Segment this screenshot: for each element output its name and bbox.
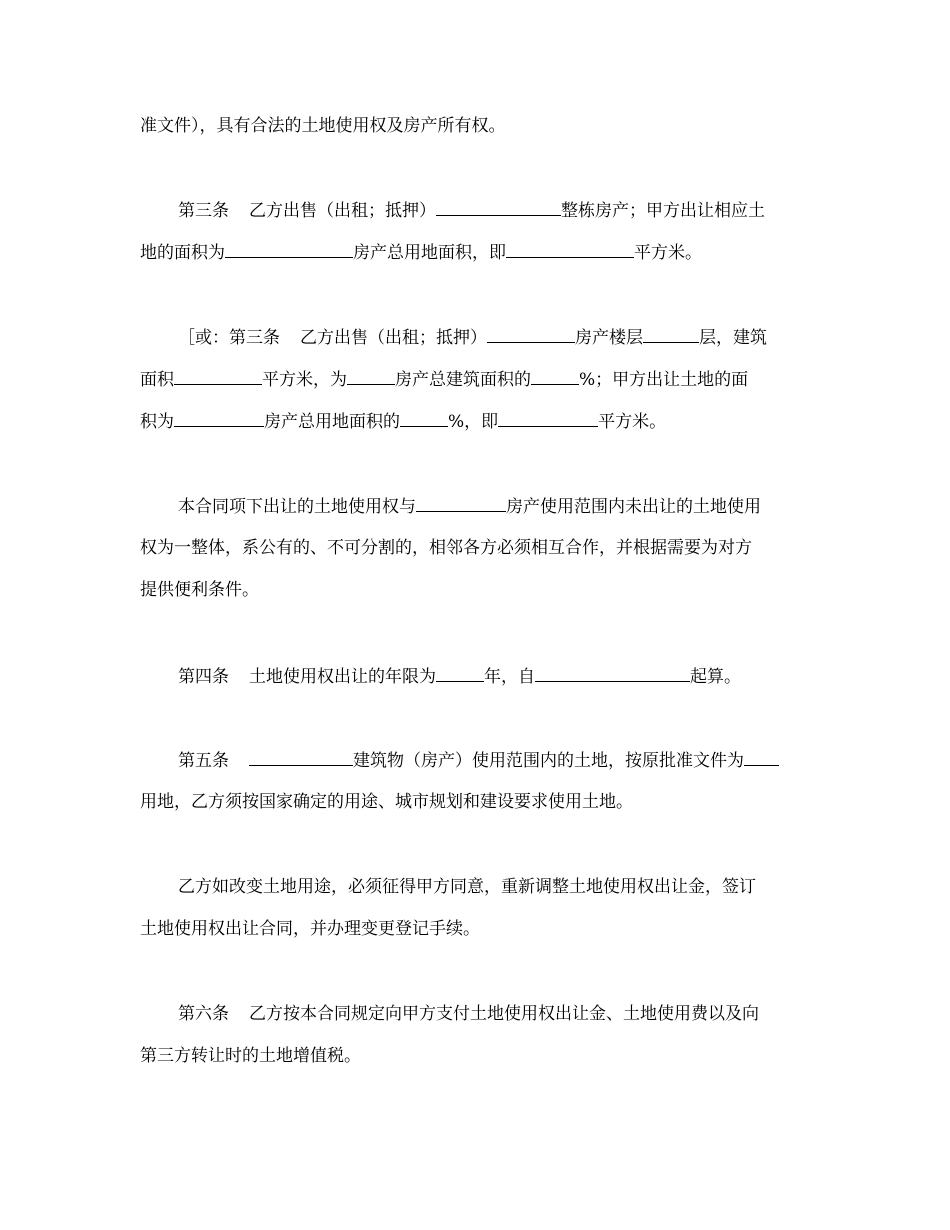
blank-field[interactable]	[487, 322, 575, 343]
article-number: 第五条	[178, 751, 229, 771]
article-5-line-1	[178, 745, 779, 775]
article-3-alt-line-2	[140, 364, 748, 394]
article-6-line-2	[140, 1041, 361, 1071]
text: 第三方转让时的土地增值税。	[140, 1046, 361, 1066]
blank-field[interactable]	[347, 364, 395, 385]
blank-field[interactable]	[436, 661, 484, 682]
text: 平方米，为	[262, 370, 347, 390]
paragraph-whole-line-3	[140, 575, 259, 605]
blank-field[interactable]	[174, 406, 264, 427]
blank-field[interactable]	[249, 745, 353, 766]
article-number: 第三条	[178, 201, 229, 221]
paragraph-line	[140, 111, 506, 141]
text: 乙方按本合同规定向甲方支付土地使用权出让金、土地使用费以及向	[249, 1004, 759, 1024]
text: 建筑物（房产）使用范围内的土地，按原批准文件为	[353, 751, 744, 771]
text: 权为一整体，系公有的、不可分割的，相邻各方必须相互合作，并根据需要为对方	[140, 538, 752, 558]
article-3-line-2	[140, 237, 702, 267]
blank-field[interactable]	[506, 237, 634, 258]
text: 起算。	[690, 667, 741, 687]
text: 年，自	[484, 667, 535, 687]
text: 房产总用地面积，即	[353, 243, 506, 263]
blank-field[interactable]	[436, 195, 561, 216]
text: 平方米。	[634, 243, 702, 263]
text: 整栋房产；甲方出让相应土	[561, 201, 765, 221]
blank-field[interactable]	[643, 322, 699, 343]
text: 土地使用权出让的年限为	[249, 667, 436, 687]
text: 土地使用权出让合同，并办理变更登记手续。	[140, 919, 480, 939]
text: 乙方出售（出租；抵押）	[249, 201, 436, 221]
article-6-line-1	[178, 999, 759, 1029]
text: 用地，乙方须按国家确定的用途、城市规划和建设要求使用土地。	[140, 792, 633, 812]
article-5-line-2	[140, 787, 633, 817]
article-3-alt-line-3	[140, 406, 666, 436]
text: 房产总建筑面积的	[395, 370, 531, 390]
article-number: 第四条	[178, 667, 229, 687]
text: 乙方出售（出租；抵押）	[300, 328, 487, 348]
article-3-line-1	[178, 195, 765, 225]
text: 房产总用地面积的	[264, 412, 400, 432]
text: 准文件），具有合法的土地使用权及房产所有权。	[140, 116, 506, 136]
paragraph-whole-line-1	[178, 491, 761, 521]
blank-field[interactable]	[535, 661, 690, 682]
blank-field[interactable]	[744, 745, 779, 766]
paragraph-whole-line-2	[140, 533, 752, 563]
blank-field[interactable]	[400, 406, 448, 427]
article-4-line-1	[178, 661, 741, 691]
article-number: 第六条	[178, 1004, 229, 1024]
blank-field[interactable]	[225, 237, 353, 258]
text: 地的面积为	[140, 243, 225, 263]
text: %；甲方出让土地的面	[579, 370, 749, 390]
paragraph-change-line-1	[178, 872, 756, 902]
text: 积为	[140, 412, 174, 432]
text: 层，建筑	[699, 328, 767, 348]
text: 平方米。	[598, 412, 667, 432]
article-3-alt-line-1	[178, 322, 767, 352]
blank-field[interactable]	[174, 364, 262, 385]
text: 面积	[140, 370, 174, 390]
text: 房产使用范围内未出让的土地使用	[506, 497, 761, 517]
blank-field[interactable]	[531, 364, 579, 385]
text: %，即	[448, 412, 499, 432]
paragraph-change-line-2	[140, 914, 480, 944]
text: 乙方如改变土地用途，必须征得甲方同意，重新调整土地使用权出让金，签订	[178, 877, 756, 897]
text: 提供便利条件。	[140, 580, 259, 600]
text: ［或：第三条	[178, 328, 280, 348]
blank-field[interactable]	[498, 406, 598, 427]
blank-field[interactable]	[416, 491, 506, 512]
text: 房产楼层	[575, 328, 643, 348]
text: 本合同项下出让的土地使用权与	[178, 497, 416, 517]
